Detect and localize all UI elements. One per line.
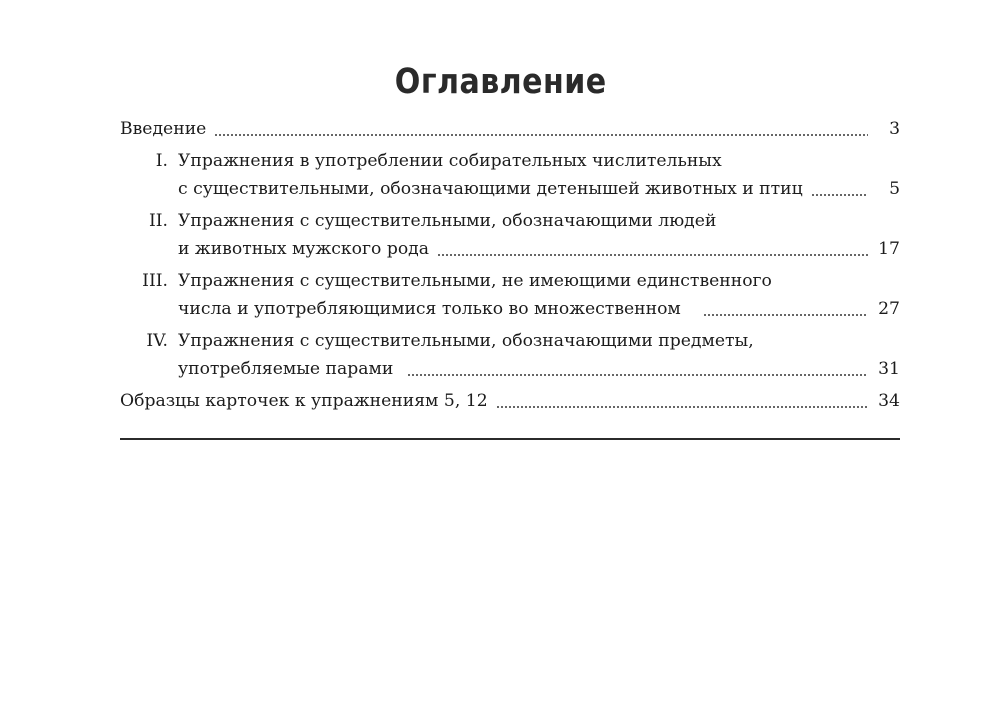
dot-leader <box>437 242 868 256</box>
toc-entry-title-line-2: числа и употребляющимися только во множественном <box>178 299 681 319</box>
toc-entry-introduction[interactable] <box>120 115 900 143</box>
toc-entry-chapter-2[interactable] <box>120 207 900 263</box>
table-of-contents <box>120 115 900 419</box>
toc-entry-title-line-1: Упражнения с существительными, не имеющими единственного <box>178 271 772 291</box>
toc-entry-chapter-1[interactable] <box>120 147 900 203</box>
dot-leader <box>407 362 868 376</box>
toc-entry-chapter-3[interactable] <box>120 267 900 323</box>
toc-entry-title: Образцы карточек к упражнениям 5, 12 <box>120 391 488 411</box>
toc-page-number: 17 <box>878 239 900 259</box>
toc-entry-chapter-4[interactable] <box>120 327 900 383</box>
toc-entry-title-line-1: Упражнения с существительными, обозначающими предметы, <box>178 331 754 351</box>
toc-page-number: 5 <box>889 179 900 199</box>
toc-entry-title-line-2: и животных мужского рода <box>178 239 430 259</box>
toc-page-number: 34 <box>878 391 900 411</box>
page-title: Оглавление <box>394 62 607 102</box>
toc-page-number: 3 <box>889 119 900 139</box>
chapter-numeral: II. <box>148 211 168 231</box>
dot-leader <box>811 182 868 196</box>
toc-entry-title-line-1: Упражнения в употреблении собирательных числительных <box>178 151 722 171</box>
dot-leader <box>496 394 868 408</box>
horizontal-rule <box>120 438 900 440</box>
chapter-numeral: I. <box>155 151 168 171</box>
chapter-numeral: IV. <box>146 331 168 351</box>
toc-entry-card-samples[interactable] <box>120 387 900 415</box>
toc-page-number: 31 <box>878 359 900 379</box>
chapter-numeral: III. <box>142 271 168 291</box>
dot-leader <box>703 302 868 316</box>
toc-entry-title: Введение <box>120 119 207 139</box>
toc-entry-title-line-1: Упражнения с существительными, обозначающими людей <box>178 211 717 231</box>
toc-entry-title-line-2: с существительными, обозначающими детенышей животных и птиц <box>178 179 803 199</box>
toc-page-number: 27 <box>878 299 900 319</box>
dot-leader <box>214 122 868 136</box>
toc-entry-title-line-2: употребляемые парами <box>178 359 394 379</box>
